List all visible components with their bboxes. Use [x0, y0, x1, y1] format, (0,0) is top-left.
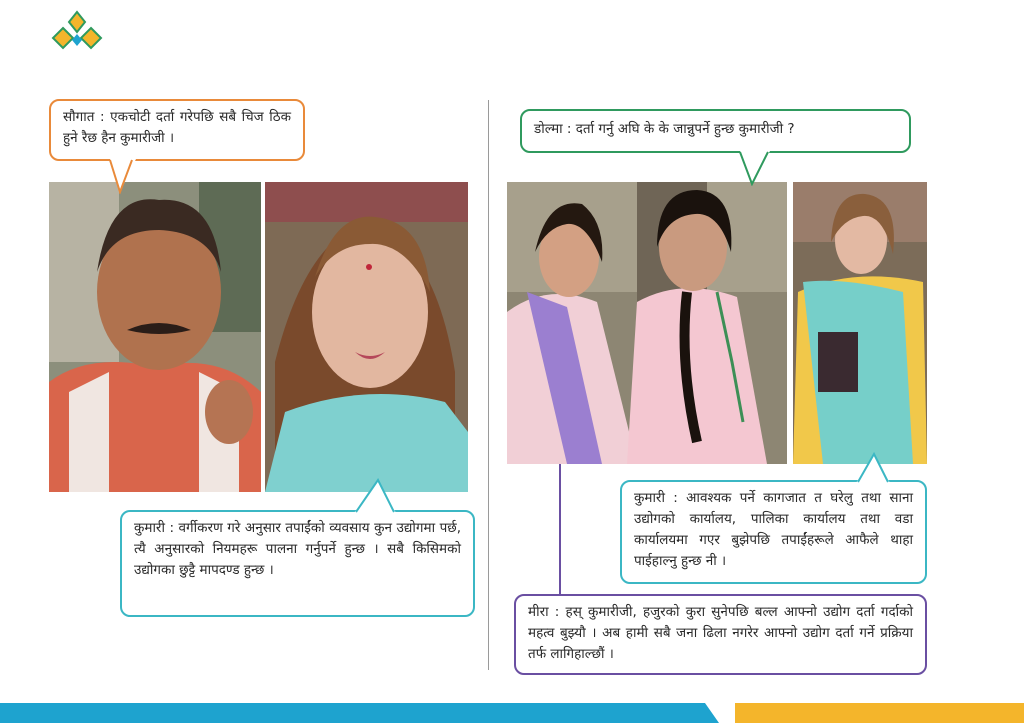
dialogue-meera: मीरा : हस् कुमारीजी, हजुरको कुरा सुनेपछि बल्ल आफ्नो उद्योग दर्ता गर्दाको महत्व बुझ्यौ । अब हामी सबै जना ढिला नगरेर आफ्नो उद्योग दर्ता गर्ने प्रक्रिया तर्फ लागिहाल्छौं । [528, 604, 913, 662]
dialogue-kumari-left: कुमारी : वर्गीकरण गरे अनुसार तपाईंको व्यवसाय कुन उद्योगमा पर्छ, त्यै अनुसारको नियमहरू पालना गर्नुपर्ने हुन्छ । सबै किसिमको उद्योगका छुट्टै मापदण्ड हुन्छ । [134, 520, 461, 578]
bubble-pointer-dolma [738, 150, 772, 186]
bubble-pointer-saugat [108, 158, 138, 194]
speech-bubble-kumari-left [120, 510, 475, 617]
diamond-logo-icon [48, 10, 106, 52]
photo-kumari-left [265, 182, 468, 492]
photo-kumari-right [793, 182, 927, 464]
speech-bubble-dolma [520, 109, 911, 153]
speech-bubble-meera [514, 594, 927, 675]
dialogue-saugat: सौगात : एकचोटी दर्ता गरेपछि सबै चिज ठिक हुने रैछ हैन कुमारीजी । [63, 109, 291, 146]
page-divider [488, 100, 489, 670]
dialogue-kumari-right: कुमारी : आवश्यक पर्ने कागजात त घरेलु तथा साना उद्योगको कार्यालय, पालिका कार्यालय तथा वडा कार्यालयमा गएर बुझेपछि तपाईंहरूले आफैले थाहा पाईहाल्नु हुन्छ नी । [634, 490, 913, 569]
speech-bubble-saugat [49, 99, 305, 161]
photo-saugat [49, 182, 261, 492]
bubble-pointer-kumari-right [852, 452, 892, 484]
footer-band-blue [0, 703, 730, 723]
bubble-pointer-kumari-left [350, 478, 400, 514]
dialogue-dolma: डोल्मा : दर्ता गर्नु अघि के के जान्नुपर्ने हुन्छ कुमारीजी ? [534, 121, 795, 137]
bubble-pointer-meera [553, 464, 567, 596]
footer-band-yellow [735, 703, 1024, 723]
photo-meera-dolma [507, 182, 787, 464]
speech-bubble-kumari-right [620, 480, 927, 584]
